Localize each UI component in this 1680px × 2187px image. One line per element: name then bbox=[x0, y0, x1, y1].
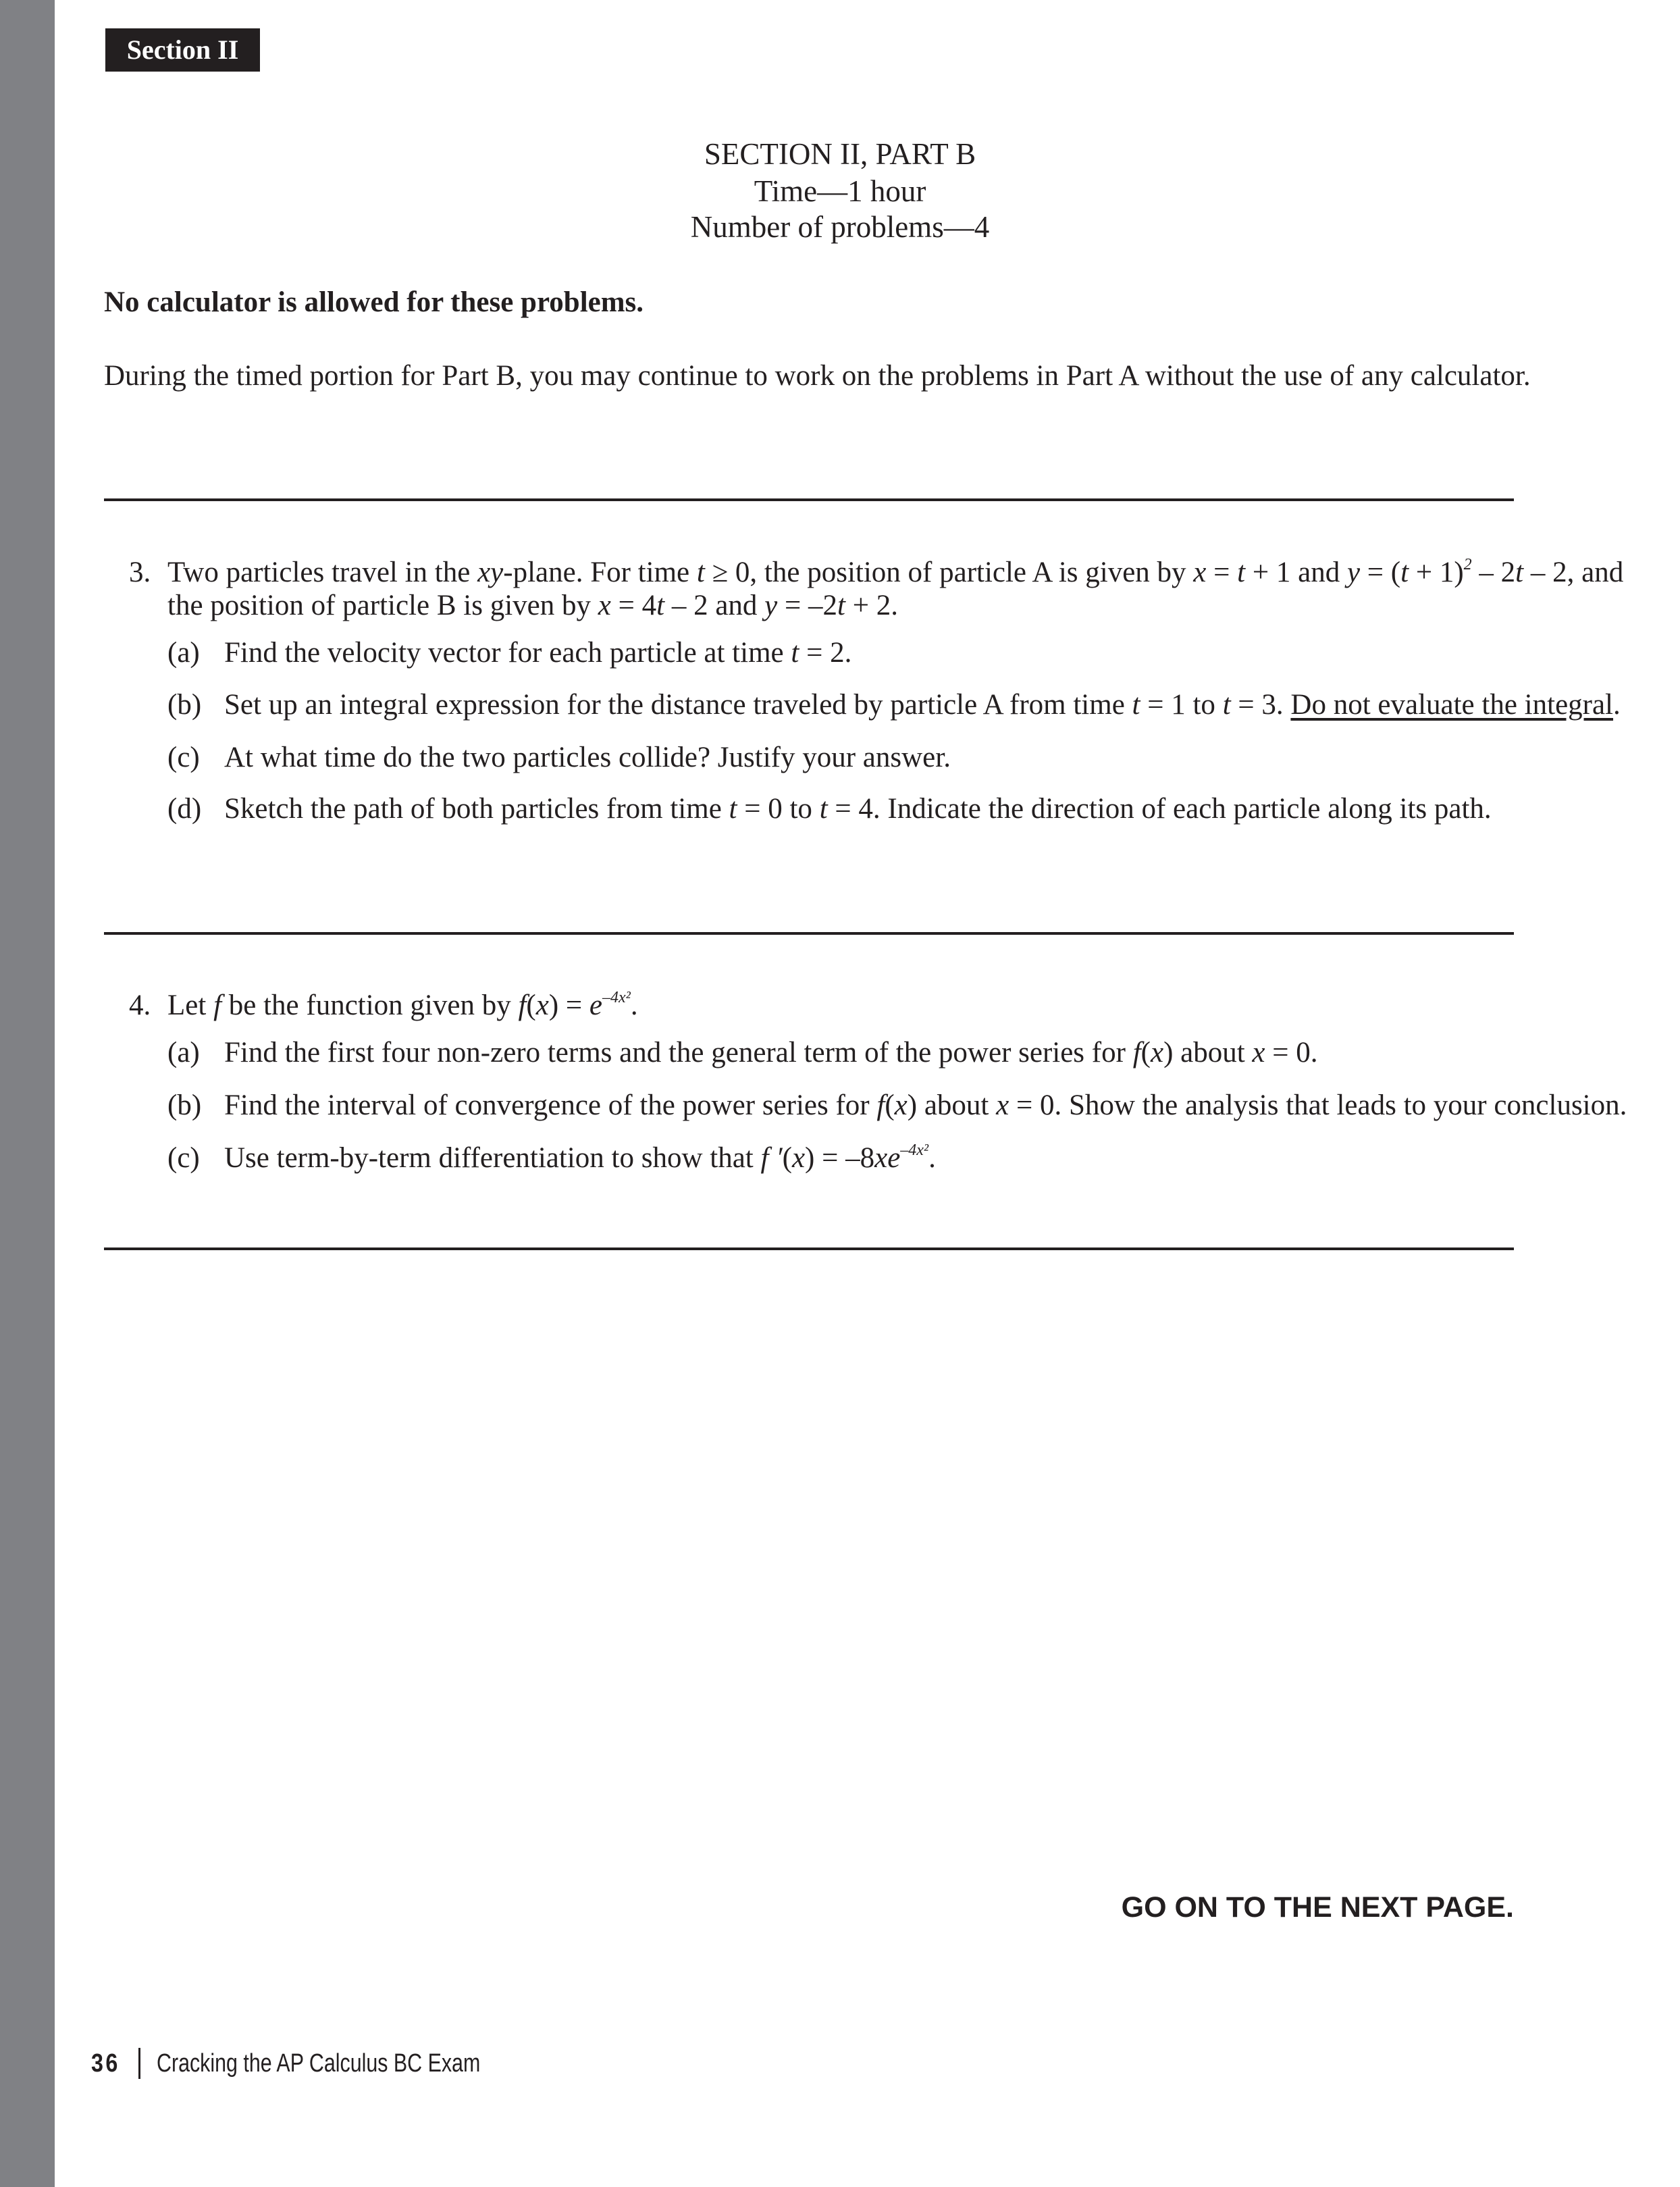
text-run: = 4. Indicate the direction of each particle along its path. bbox=[827, 793, 1492, 825]
part-label: (b) bbox=[167, 689, 202, 721]
text-run: – 2, and bbox=[1523, 557, 1624, 588]
footer-divider bbox=[138, 2048, 140, 2079]
math-variable: t bbox=[729, 793, 737, 825]
text-run: Find the interval of convergence of the power series for bbox=[224, 1089, 877, 1121]
text-run: – 2 and bbox=[664, 590, 765, 621]
text-run: ≥ 0, the position of particle A is given by bbox=[704, 557, 1194, 588]
text-run: ( bbox=[782, 1142, 792, 1174]
part-label: (a) bbox=[167, 637, 200, 669]
part-text bbox=[224, 1143, 936, 1173]
text-run: . bbox=[1613, 689, 1621, 721]
heading-line-1: SECTION II, PART B bbox=[704, 137, 976, 171]
part-label: (c) bbox=[167, 1142, 200, 1174]
text-run: Let bbox=[167, 989, 214, 1021]
math-variable: t bbox=[1132, 689, 1140, 721]
text-run: Use term-by-term differentiation to show that bbox=[224, 1142, 761, 1174]
math-variable: t bbox=[791, 637, 799, 669]
math-variable: y bbox=[1346, 557, 1361, 588]
part-text bbox=[224, 1091, 1627, 1120]
text-run: Sketch the path of both particles from time bbox=[224, 793, 729, 825]
part-label: (d) bbox=[167, 793, 202, 825]
math-variable: t bbox=[1515, 557, 1524, 588]
math-variable: t bbox=[656, 590, 665, 621]
math-variable: x bbox=[1193, 557, 1207, 588]
math-variable: x bbox=[996, 1089, 1009, 1121]
text-run: = 2. bbox=[799, 637, 852, 669]
text-run: = –2 bbox=[777, 590, 838, 621]
question-number: 4. bbox=[129, 989, 151, 1021]
text-run: = 4 bbox=[610, 590, 657, 621]
part-label: (a) bbox=[167, 1037, 200, 1069]
part-text bbox=[224, 638, 851, 667]
page-number: 36 bbox=[91, 2049, 120, 2078]
text-run: = 0. bbox=[1265, 1037, 1318, 1069]
math-variable: x bbox=[1150, 1037, 1164, 1069]
text-run: ) = bbox=[548, 989, 589, 1021]
math-variable: f bbox=[876, 1089, 885, 1121]
divider bbox=[104, 1247, 1514, 1250]
text-run: Find the first four non-zero terms and the general term of the power series for bbox=[224, 1037, 1133, 1069]
math-variable: f bbox=[518, 989, 527, 1021]
text-run: ) about bbox=[907, 1089, 997, 1121]
math-variable: t bbox=[819, 793, 828, 825]
text-run: = 0. Show the analysis that leads to your conclusion. bbox=[1009, 1089, 1627, 1121]
part-text bbox=[224, 690, 1621, 719]
text-run: = bbox=[1206, 557, 1238, 588]
math-variable: y bbox=[764, 590, 778, 621]
text-run: . bbox=[928, 1142, 936, 1174]
part-label: (c) bbox=[167, 742, 200, 773]
question-number: 3. bbox=[129, 557, 151, 588]
part-text bbox=[224, 1038, 1318, 1067]
text-run: the position of particle B is given by bbox=[167, 590, 598, 621]
text-run: + 1) bbox=[1409, 557, 1464, 588]
math-variable: t bbox=[696, 557, 705, 588]
text-run: be the function given by bbox=[221, 989, 519, 1021]
math-variable: xy bbox=[477, 557, 504, 588]
page-footer bbox=[91, 2048, 561, 2079]
question-text-line bbox=[167, 591, 898, 620]
calculator-notice: No calculator is allowed for these problems. bbox=[104, 286, 644, 318]
math-variable: e bbox=[589, 989, 603, 1021]
text-run: At what time do the two particles collide? Justify your answer. bbox=[224, 742, 951, 773]
math-variable: xe bbox=[874, 1142, 901, 1174]
exponent: –4x² bbox=[900, 1141, 929, 1159]
text-run: ) about bbox=[1163, 1037, 1253, 1069]
book-title: Cracking the AP Calculus BC Exam bbox=[157, 2049, 481, 2078]
math-variable: t bbox=[837, 590, 845, 621]
text-run: Find the velocity vector for each particle at time bbox=[224, 637, 791, 669]
section-tag: Section II bbox=[105, 28, 260, 72]
divider bbox=[104, 932, 1514, 935]
question-text-line bbox=[167, 991, 638, 1020]
text-run: -plane. For time bbox=[503, 557, 697, 588]
math-variable: x bbox=[598, 590, 611, 621]
math-variable: x bbox=[894, 1089, 908, 1121]
math-variable: f ′ bbox=[760, 1142, 783, 1174]
part-text bbox=[224, 743, 951, 772]
question-text-line bbox=[167, 558, 1623, 587]
math-variable: x bbox=[535, 989, 549, 1021]
instructions: During the timed portion for Part B, you may continue to work on the problems in Part A without the use of any calculator. bbox=[104, 360, 1531, 392]
math-variable: f bbox=[213, 989, 222, 1021]
text-run: – 2 bbox=[1471, 557, 1516, 588]
text-run: + 2. bbox=[845, 590, 898, 621]
heading-line-3: Number of problems—4 bbox=[690, 210, 990, 244]
divider bbox=[104, 498, 1514, 501]
exponent: 2 bbox=[1463, 556, 1472, 573]
math-variable: t bbox=[1222, 689, 1231, 721]
exponent: –4x² bbox=[602, 989, 631, 1006]
math-variable: t bbox=[1400, 557, 1409, 588]
part-label: (b) bbox=[167, 1089, 202, 1121]
text-run: Set up an integral expression for the distance traveled by particle A from time bbox=[224, 689, 1132, 721]
math-variable: f bbox=[1132, 1037, 1141, 1069]
text-run: = 1 to bbox=[1140, 689, 1223, 721]
math-variable: t bbox=[1237, 557, 1246, 588]
page-gutter bbox=[0, 0, 55, 2187]
text-run: . bbox=[630, 989, 638, 1021]
text-run: Two particles travel in the bbox=[167, 557, 478, 588]
text-run: = 0 to bbox=[737, 793, 820, 825]
text-run: = 3. bbox=[1230, 689, 1291, 721]
text-run: ( bbox=[526, 989, 536, 1021]
math-variable: x bbox=[1252, 1037, 1265, 1069]
underlined-text: Do not evaluate the integral bbox=[1290, 689, 1614, 721]
go-on-notice: GO ON TO THE NEXT PAGE. bbox=[1121, 1891, 1514, 1924]
text-run: ( bbox=[885, 1089, 895, 1121]
text-run: ( bbox=[1140, 1037, 1151, 1069]
text-run: = ( bbox=[1360, 557, 1401, 588]
part-text bbox=[224, 794, 1492, 823]
text-run: ) = –8 bbox=[805, 1142, 875, 1174]
text-run: + 1 and bbox=[1245, 557, 1347, 588]
math-variable: x bbox=[791, 1142, 806, 1174]
heading-line-2: Time—1 hour bbox=[754, 174, 926, 208]
